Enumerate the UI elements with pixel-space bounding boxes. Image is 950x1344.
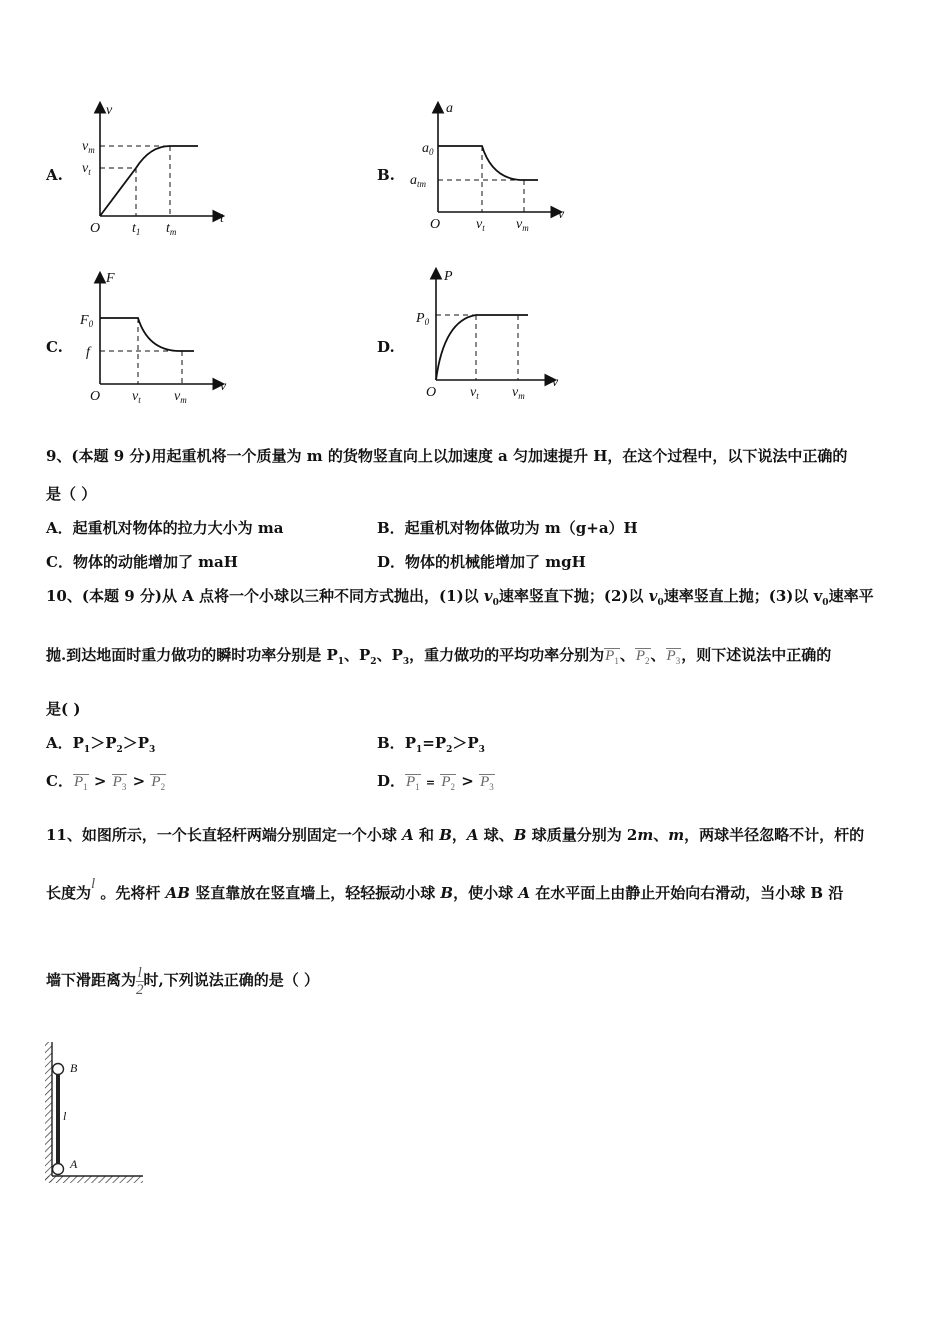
floor-hatching	[45, 1176, 143, 1183]
x-axis-label: v	[558, 207, 565, 222]
q10-option-b[interactable]: B．$P_1=P_2>P_3$	[377, 734, 485, 755]
y-axis-label: v	[106, 103, 113, 118]
atm-label: $a_{tm}$	[410, 173, 426, 189]
graph-c-force-velocity	[78, 268, 238, 408]
q11-stem-line2: 长度为l 。先将杆 AB 竖直靠放在竖直墙上，轻轻振动小球 B，使小球 A 在水平面上由静止开始向右滑动，当小球 B 沿	[46, 876, 844, 902]
fraction-l-over-2: $\frac{l}{2}$	[136, 964, 144, 998]
tm-label: $t_m$	[166, 221, 177, 237]
q10-option-a[interactable]: A．$P_1>P_2>P_3$	[46, 734, 156, 755]
vm-label: $v_m$	[174, 389, 187, 405]
vt-label: $v_t$	[470, 385, 479, 401]
q11-stem-line3: 墙下滑距离为 $\frac{l}{2}$ 时,下列说法正确的是（ ）	[46, 964, 319, 998]
q9-stem-line2: 是（ ）	[46, 485, 97, 503]
y-axis-label: a	[446, 101, 453, 116]
x-axis-label: t	[220, 211, 224, 226]
option-c-label: C.	[46, 338, 63, 356]
graph-a-velocity-time	[78, 98, 238, 243]
x-axis-label: v	[552, 375, 559, 390]
origin-label: O	[90, 389, 101, 404]
q10-stem-line3: 是( )	[46, 700, 81, 718]
wall-hatching	[45, 1042, 52, 1182]
curve	[436, 315, 528, 380]
f-label: f	[86, 345, 90, 360]
ball-b	[53, 1064, 64, 1075]
vm-label: $v_m$	[512, 385, 525, 401]
y-axis-label: P	[444, 269, 453, 284]
ball-a	[53, 1164, 64, 1175]
rod-length-label: l	[63, 1109, 67, 1123]
curve	[100, 318, 194, 351]
y-axis-label: F	[106, 271, 115, 286]
vt-label: $v_t$	[82, 161, 91, 177]
p0-label: $P_0$	[416, 311, 430, 327]
origin-label: O	[90, 221, 101, 236]
f0-label: $F_0$	[80, 313, 94, 329]
q10-option-c[interactable]: C．$P_1 > P_3 > P_2$	[46, 772, 166, 792]
vm-label: $v_m$	[516, 217, 529, 233]
q10-stem-line2: 抛.到达地面时重力做功的瞬时功率分别是 $P_1$、$P_2$、$P_3$，重力做功的平均功率分别为$P_1$、$P_2$、$P_3$，则下述说法中正确的	[46, 646, 832, 667]
graph-d-power-velocity	[408, 264, 568, 408]
q9-option-b[interactable]: B．起重机对物体做功为 m（g+a）H	[377, 519, 638, 537]
q11-rod-figure	[40, 1036, 150, 1186]
t1-label: $t_1$	[132, 221, 141, 237]
avg-p1: $P_1$	[605, 648, 619, 666]
origin-label: O	[426, 385, 437, 400]
q10-option-d[interactable]: D．$P_1 = P_2 > P_3$	[377, 772, 494, 792]
a0-label: $a_0$	[422, 141, 434, 157]
graph-b-acceleration-velocity	[408, 98, 578, 238]
vm-label: $v_m$	[82, 139, 95, 155]
q9-option-a[interactable]: A．起重机对物体的拉力大小为 ma	[46, 519, 284, 537]
avg-p3: $P_3$	[666, 648, 681, 666]
vt-label: $v_t$	[132, 389, 141, 405]
q9-option-d[interactable]: D．物体的机械能增加了 mgH	[377, 553, 586, 571]
vt-label: $v_t$	[476, 217, 485, 233]
origin-label: O	[430, 217, 441, 232]
curve	[100, 146, 198, 216]
curve	[438, 146, 538, 180]
ball-b-label: B	[70, 1061, 78, 1075]
q11-stem-line1: 11、如图所示，一个长直轻杆两端分别固定一个小球 A 和 B，A 球、B 球质量分别为 2m、m，两球半径忽略不计，杆的	[46, 826, 865, 844]
option-b-label: B.	[377, 166, 395, 184]
ball-a-label: A	[70, 1157, 78, 1171]
avg-p2: $P_2$	[635, 648, 650, 666]
option-a-label: A.	[46, 166, 63, 184]
q9-stem-line1: 9、(本题 9 分)用起重机将一个质量为 m 的货物竖直向上以加速度 a 匀加速提升 H，在这个过程中，以下说法中正确的	[46, 447, 848, 465]
x-axis-label: v	[220, 379, 227, 394]
q9-option-c[interactable]: C．物体的动能增加了 maH	[46, 553, 238, 571]
option-d-label: D.	[377, 338, 395, 356]
q10-stem-line1: 10、(本题 9 分)从 A 点将一个小球以三种不同方式抛出，(1)以 $v_0$速率竖直下抛；(2)以 $v_0$速率竖直上抛；(3)以 $v_0$速率平	[46, 587, 874, 608]
